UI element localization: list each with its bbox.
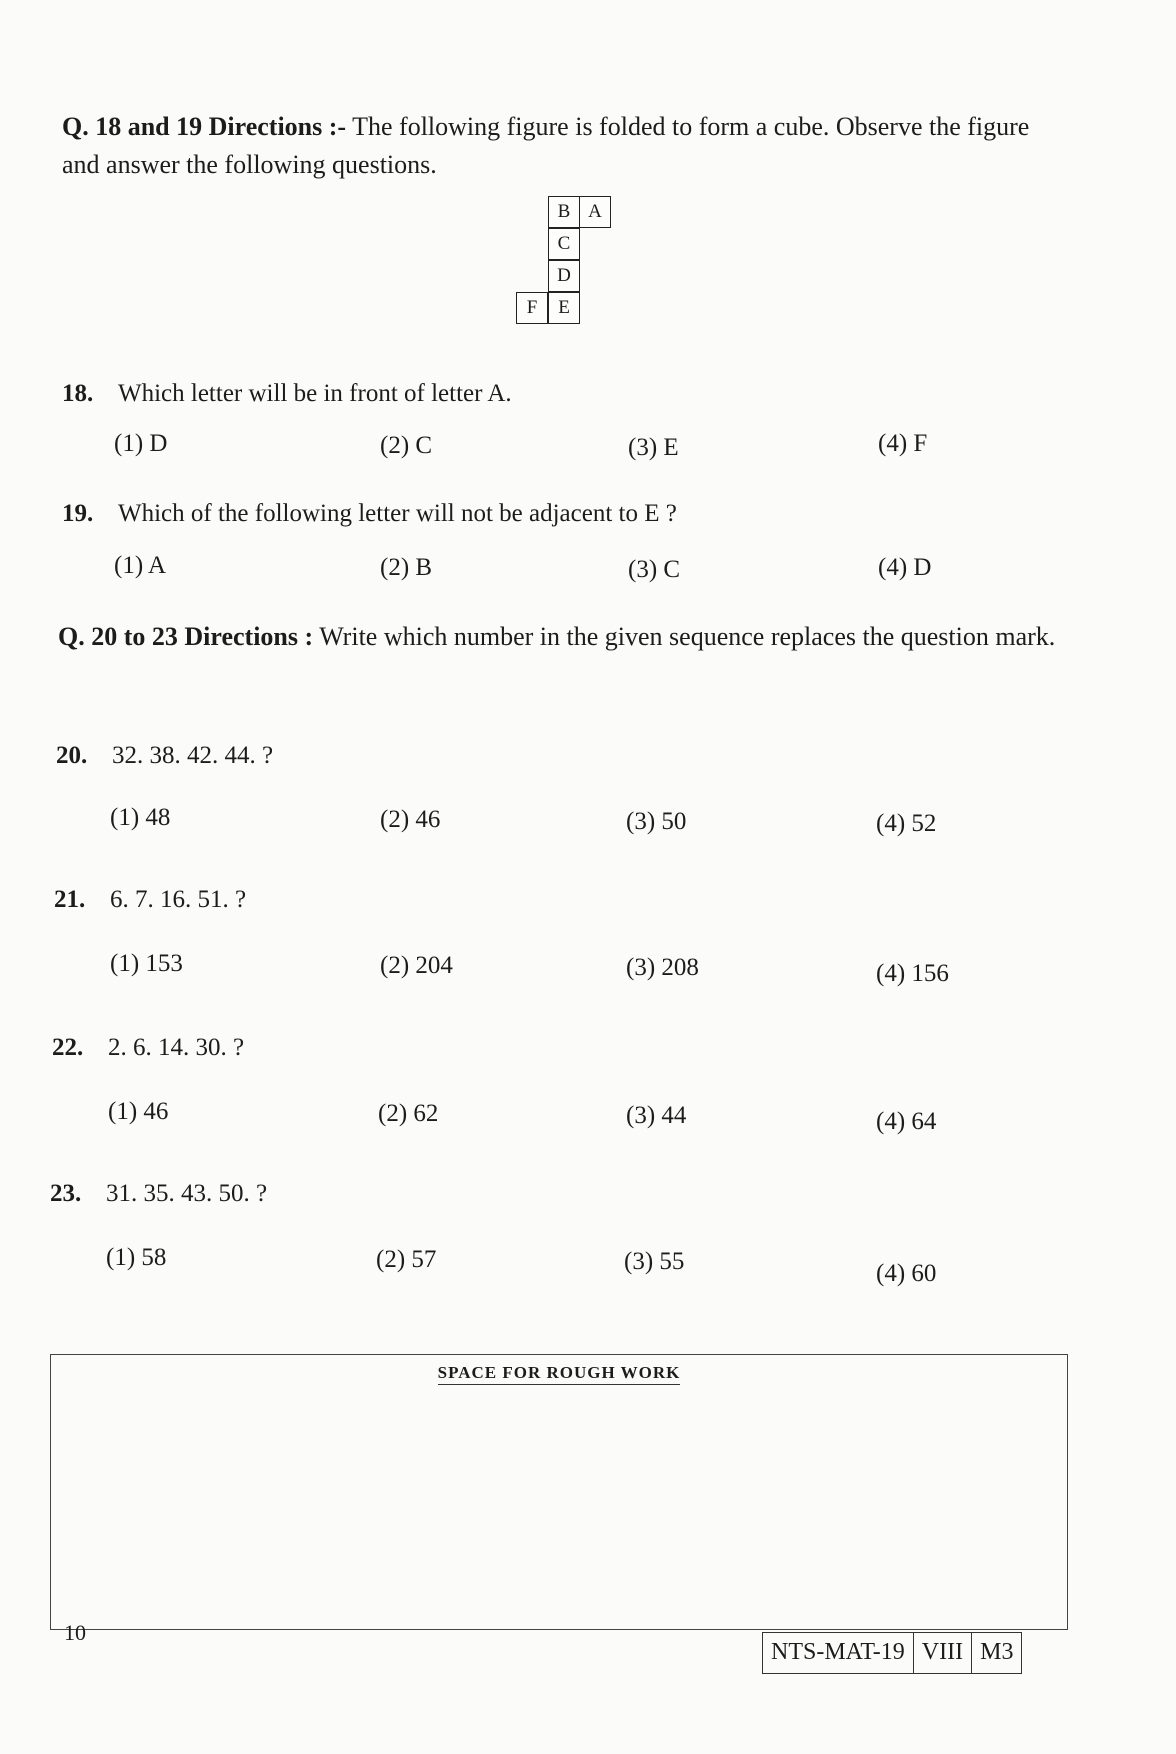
directions-label: Q. 20 to 23 Directions : <box>58 622 314 651</box>
cube-net-figure <box>512 196 622 336</box>
q18-option-1[interactable]: (1) D <box>114 430 168 457</box>
directions-label: Q. 18 and 19 Directions :- <box>62 112 347 141</box>
question-text: Which letter will be in front of letter A. <box>118 380 512 407</box>
q23-option-2[interactable]: (2) 57 <box>376 1246 437 1273</box>
rough-work-box <box>50 1354 1068 1630</box>
directions-text: The following figure is folded to form a cube. Observe the figure and answer the following questions. <box>62 112 1030 179</box>
q23-option-1[interactable]: (1) 58 <box>106 1244 167 1271</box>
question-22 <box>52 1034 244 1062</box>
page-number: 10 <box>64 1620 86 1645</box>
q23-option-4[interactable]: (4) 60 <box>876 1260 937 1287</box>
net-cell-d: D <box>548 260 580 292</box>
question-text: Which of the following letter will not be adjacent to E ? <box>118 500 677 527</box>
rough-work-label: SPACE FOR ROUGH WORK <box>438 1363 681 1385</box>
question-number: 20. <box>56 742 88 769</box>
q21-option-2[interactable]: (2) 204 <box>380 952 453 979</box>
q22-option-1[interactable]: (1) 46 <box>108 1098 169 1125</box>
q18-option-3[interactable]: (3) E <box>628 434 679 461</box>
question-number: 23. <box>50 1180 82 1207</box>
question-number: 18. <box>62 380 94 407</box>
question-number: 21. <box>54 886 86 913</box>
question-21 <box>54 886 246 914</box>
q20-option-3[interactable]: (3) 50 <box>626 808 687 835</box>
question-20 <box>56 742 273 770</box>
q23-option-3[interactable]: (3) 55 <box>624 1248 685 1275</box>
q22-option-3[interactable]: (3) 44 <box>626 1102 687 1129</box>
question-text: 2. 6. 14. 30. ? <box>108 1034 245 1061</box>
q19-option-4[interactable]: (4) D <box>878 554 932 581</box>
net-cell-e: E <box>548 292 580 324</box>
paper-class: VIII <box>914 1633 972 1673</box>
question-19 <box>62 500 677 528</box>
question-23 <box>50 1180 267 1208</box>
paper-code-box <box>762 1632 1022 1674</box>
question-number: 19. <box>62 500 94 527</box>
q20-option-2[interactable]: (2) 46 <box>380 806 441 833</box>
q18-option-2[interactable]: (2) C <box>380 432 433 459</box>
question-text: 6. 7. 16. 51. ? <box>110 886 247 913</box>
directions-20-23 <box>58 618 1074 656</box>
q19-option-2[interactable]: (2) B <box>380 554 433 581</box>
q22-option-2[interactable]: (2) 62 <box>378 1100 439 1127</box>
q22-option-4[interactable]: (4) 64 <box>876 1108 937 1135</box>
directions-text: Write which number in the given sequence replaces the question mark. <box>319 622 1056 651</box>
question-number: 22. <box>52 1034 84 1061</box>
net-cell-a: A <box>579 196 611 228</box>
paper-code: NTS-MAT-19 <box>763 1633 914 1673</box>
net-cell-c: C <box>548 228 580 260</box>
q19-option-3[interactable]: (3) C <box>628 556 681 583</box>
question-18 <box>62 380 512 408</box>
q21-option-4[interactable]: (4) 156 <box>876 960 949 987</box>
q21-option-3[interactable]: (3) 208 <box>626 954 699 981</box>
directions-18-19 <box>62 108 1072 184</box>
net-cell-f: F <box>516 292 548 324</box>
question-text: 32. 38. 42. 44. ? <box>112 742 274 769</box>
rough-work-title <box>51 1363 1067 1383</box>
q18-option-4[interactable]: (4) F <box>878 430 928 457</box>
q21-option-1[interactable]: (1) 153 <box>110 950 183 977</box>
q20-option-1[interactable]: (1) 48 <box>110 804 171 831</box>
q20-option-4[interactable]: (4) 52 <box>876 810 937 837</box>
q19-option-1[interactable]: (1) A <box>114 552 167 579</box>
question-text: 31. 35. 43. 50. ? <box>106 1180 268 1207</box>
paper-set: M3 <box>980 1639 1014 1665</box>
net-cell-b: B <box>548 196 580 228</box>
